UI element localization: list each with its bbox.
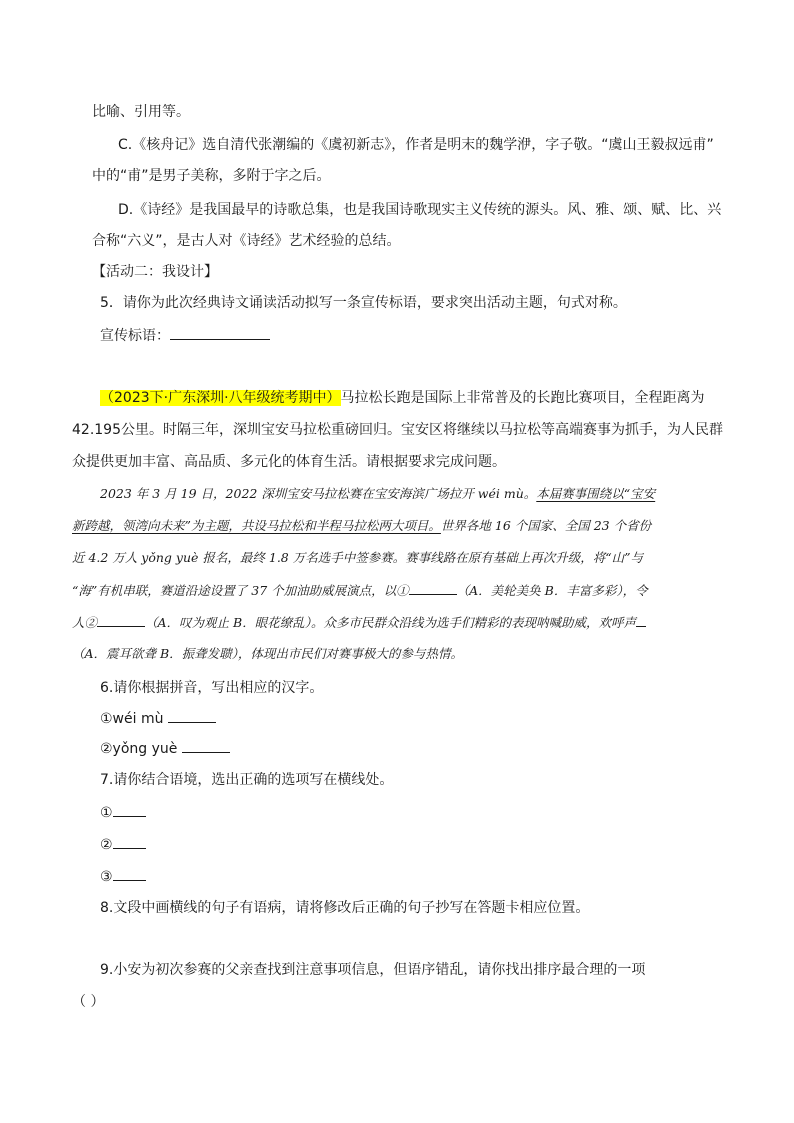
q7-item-2 <box>100 834 146 855</box>
underlined-sentence: 本届赛事围绕以“宝安 <box>536 486 656 501</box>
option-c-cont: 中的“甫”是男子美称，多附于字之后。 <box>92 168 331 184</box>
question-8: 8.文段中画横线的句子有语病，请将修改后正确的句子抄写在答题卡相应位置。 <box>100 900 590 916</box>
text-line: 比喻、引用等。 <box>92 104 190 120</box>
question-5: 5．请你为此次经典诗文诵读活动拟写一条宣传标语，要求突出活动主题，句式对称。 <box>100 295 627 311</box>
passage-line-4 <box>72 580 648 601</box>
question-9: 9.小安为初次参赛的父亲查找到注意事项信息，但语序错乱，请你找出排序最合理的一项 <box>100 962 646 978</box>
blank-2[interactable] <box>97 612 145 627</box>
pinyin-label: ①wéi mù <box>100 711 164 727</box>
answer-blank[interactable] <box>113 866 146 881</box>
passage-text: 人② <box>72 615 98 630</box>
passage-line-1 <box>100 484 655 504</box>
slogan-answer-blank[interactable] <box>170 325 270 340</box>
passage-text: （A．叹为观止 B．眼花缭乱）。众多市民群众沿线为选手们精彩的表现呐喊助威，欢呼声 <box>145 615 636 630</box>
slogan-label: 宣传标语： <box>100 328 170 344</box>
blank-1[interactable] <box>409 580 457 595</box>
option-c: C.《核舟记》选自清代张潮编的《虞初新志》，作者是明末的魏学洢，字子敬。“虞山王毅叔远甫” <box>118 137 714 153</box>
answer-parentheses[interactable]: （ ） <box>72 994 105 1010</box>
question-6: 6.请你根据拼音，写出相应的汉字。 <box>100 680 324 696</box>
q7-item-1 <box>100 802 146 823</box>
option-d-cont: 合称“六义”，是古人对《诗经》艺术经验的总结。 <box>92 233 401 249</box>
passage-line-2 <box>72 516 651 536</box>
item-label: ② <box>100 837 113 853</box>
passage-text: （A．美轮美奂 B．丰富多彩），令 <box>456 583 648 598</box>
q6-item-2 <box>100 738 230 759</box>
q6-item-1 <box>100 708 216 729</box>
answer-blank[interactable] <box>113 802 146 817</box>
activity-heading: 【活动二：我设计】 <box>92 264 218 280</box>
intro-text: 马拉松长跑是国际上非常普及的长跑比赛项目，全程距离为 <box>340 390 705 406</box>
answer-blank[interactable] <box>182 738 230 753</box>
passage-intro-1 <box>100 388 705 408</box>
q7-item-3 <box>100 866 146 887</box>
passage-text: 世界各地 16 个国家、全国 23 个省份 <box>440 518 652 533</box>
question-7: 7.请你结合语境，选出正确的选项写在横线处。 <box>100 772 394 788</box>
passage-line-6: （A．震耳欲聋 B．振聋发聩），体现出市民们对赛事极大的参与热情。 <box>72 646 463 661</box>
answer-blank[interactable] <box>168 708 216 723</box>
passage-text: 2023 年 3 月 19 日，2022 深圳宝安马拉松赛在宝安海滨广场拉开 wéi mù。 <box>100 486 537 501</box>
passage-text: “海”有机串联，赛道沿途设置了 37 个加油助威展演点，以① <box>72 583 409 598</box>
passage-intro-3: 众提供更加丰富、高品质、多元化的体育生活。请根据要求完成问题。 <box>72 454 506 470</box>
slogan-row <box>100 325 270 346</box>
item-label: ③ <box>100 869 113 885</box>
passage-intro-2: 42.195公里。时隔三年，深圳宝安马拉松重磅回归。宝安区将继续以马拉松等高端赛事为抓手，为人民群 <box>72 422 723 438</box>
source-tag: （2023下·广东深圳·八年级统考期中） <box>100 390 341 406</box>
blank-3[interactable] <box>636 612 646 627</box>
answer-blank[interactable] <box>113 834 146 849</box>
option-d: D.《诗经》是我国最早的诗歌总集，也是我国诗歌现实主义传统的源头。风、雅、颂、赋、比、兴 <box>118 202 722 218</box>
item-label: ① <box>100 805 113 821</box>
passage-line-5 <box>72 612 646 633</box>
passage-line-3: 近 4.2 万人 yǒng yuè 报名，最终 1.8 万名选手中签参赛。赛事线路在原有基础上再次升级，将“山”与 <box>72 550 644 565</box>
underlined-sentence: 新跨越，领湾向未来”为主题，共设马拉松和半程马拉松两大项目。 <box>72 518 441 533</box>
pinyin-label: ②yǒng yuè <box>100 741 178 757</box>
